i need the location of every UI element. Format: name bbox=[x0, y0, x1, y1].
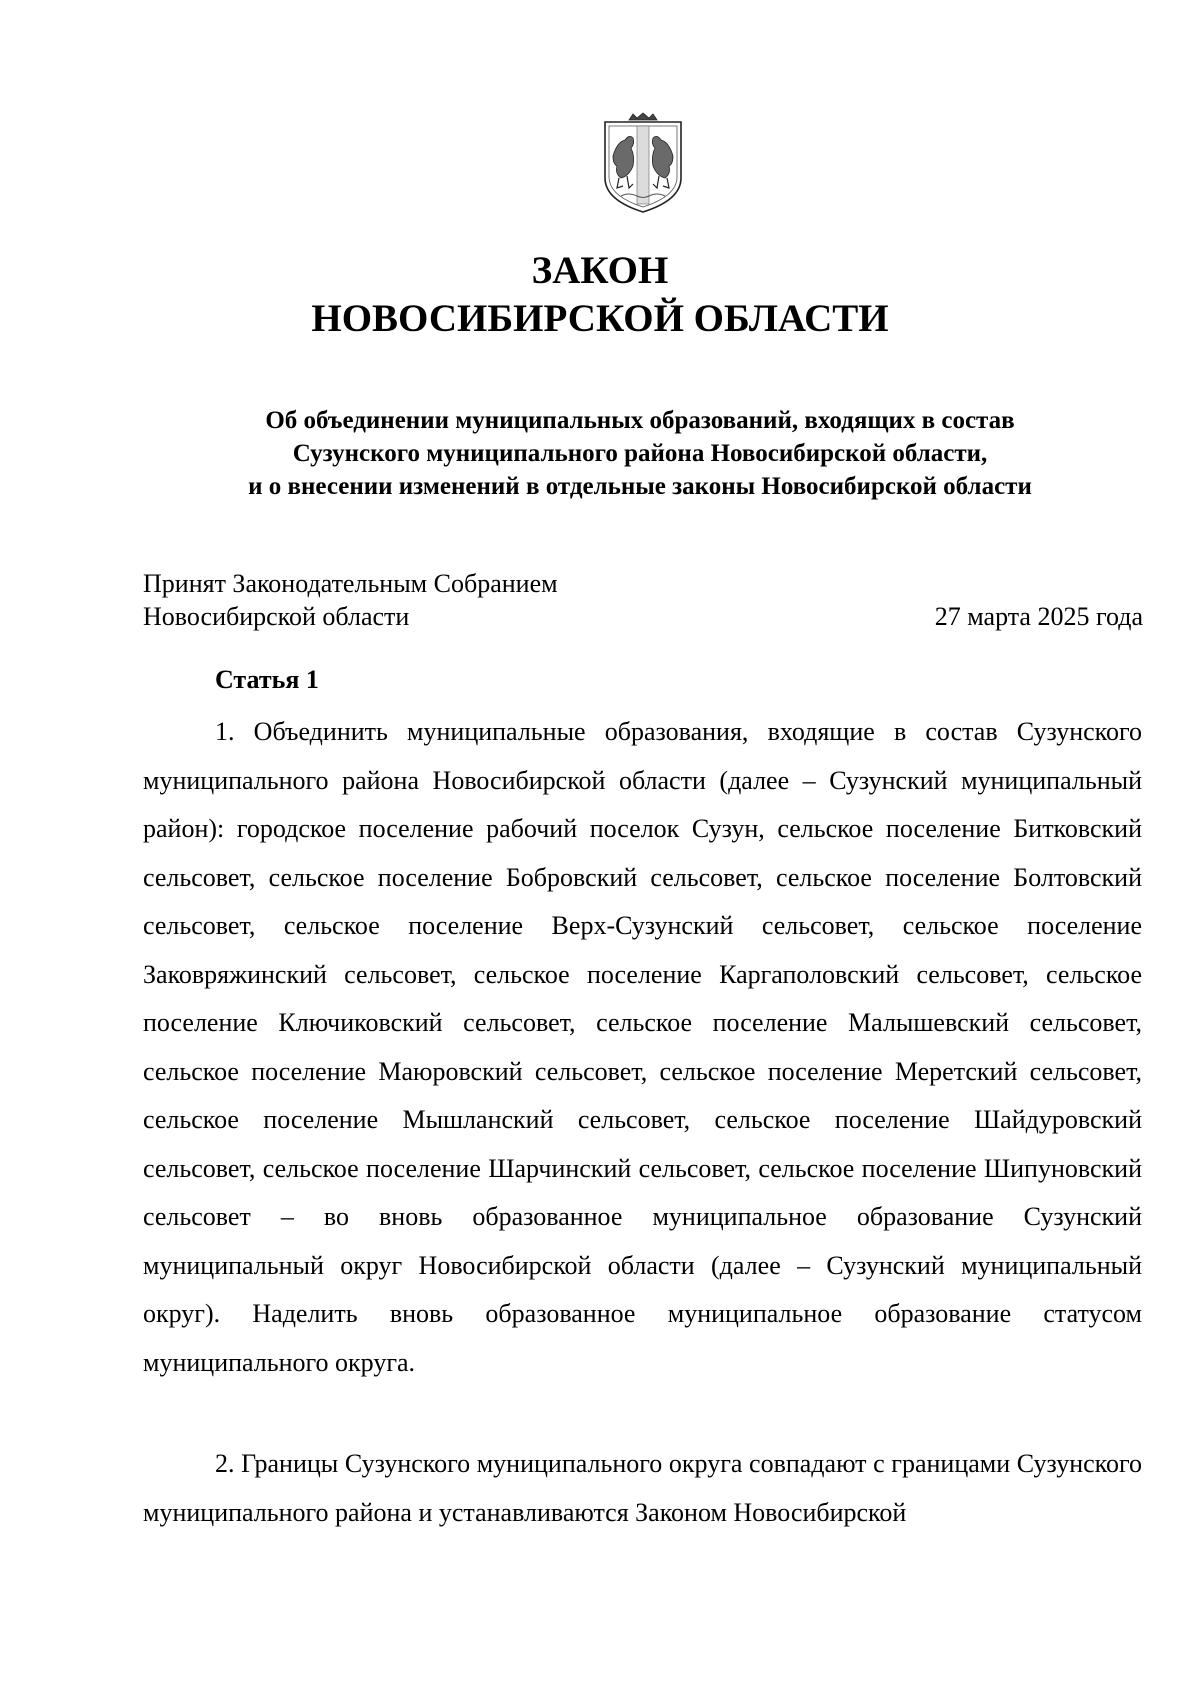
law-title bbox=[0, 247, 1200, 343]
title-line-1: ЗАКОН bbox=[531, 249, 669, 292]
adoption-block bbox=[143, 567, 1143, 633]
adoption-date: 27 марта 2025 года bbox=[934, 602, 1143, 631]
adopted-by-line-2: Новосибирской области bbox=[143, 602, 410, 631]
title-line-2: НОВОСИБИРСКОЙ ОБЛАСТИ bbox=[311, 297, 889, 340]
law-subtitle bbox=[150, 404, 1130, 503]
subtitle-line-1: Об объединении муниципальных образований, входящих в состав bbox=[265, 407, 1015, 434]
adopted-by-line-1: Принят Законодательным Собранием bbox=[143, 569, 558, 598]
subtitle-line-3: и о внесении изменений в отдельные законы Новосибирской области bbox=[248, 473, 1032, 500]
subtitle-line-2: Сузунского муниципального района Новосибирской области, bbox=[292, 440, 988, 467]
coat-of-arms-icon bbox=[599, 112, 687, 214]
article-paragraph-2: 2. Границы Сузунского муниципального округа совпадают с границами Сузунского муниципального района и устанавливаются Законом Новосибирской bbox=[143, 1449, 1142, 1527]
article-heading: Статья 1 bbox=[215, 665, 319, 694]
article-paragraph-1: 1. Объединить муниципальные образования, входящие в состав Сузунского муниципального района Новосибирской области (далее – Сузунский муниципальный район): городское поселение рабочий поселок Сузун, сельское поселение Битковский сельсовет, сельское поселение Бобровский сельсовет, сельское поселение Болтовский сельсовет, сельское поселение Верх-Сузунский сельсовет, сельское поселение Заковряжинский сельсовет, сельское поселение Каргаполовский сельсовет, сельское поселение Ключиковский сельсовет, сельское поселение Малышевский сельсовет, сельское поселение Маюровский сельсовет, сельское поселение Меретский сельсовет, сельское поселение Мышланский сельсовет, сельское поселение Шайдуровский сельсовет, сельское поселение Шарчинский сельсовет, сельское поселение Шипуновский сельсовет – во вновь образованное муниципальное образование Сузунский муниципальный округ Новосибирской области (далее – Сузунский муниципальный округ). Наделить вновь образованное муниципальное образование статусом муниципального округа. bbox=[143, 717, 1142, 1377]
